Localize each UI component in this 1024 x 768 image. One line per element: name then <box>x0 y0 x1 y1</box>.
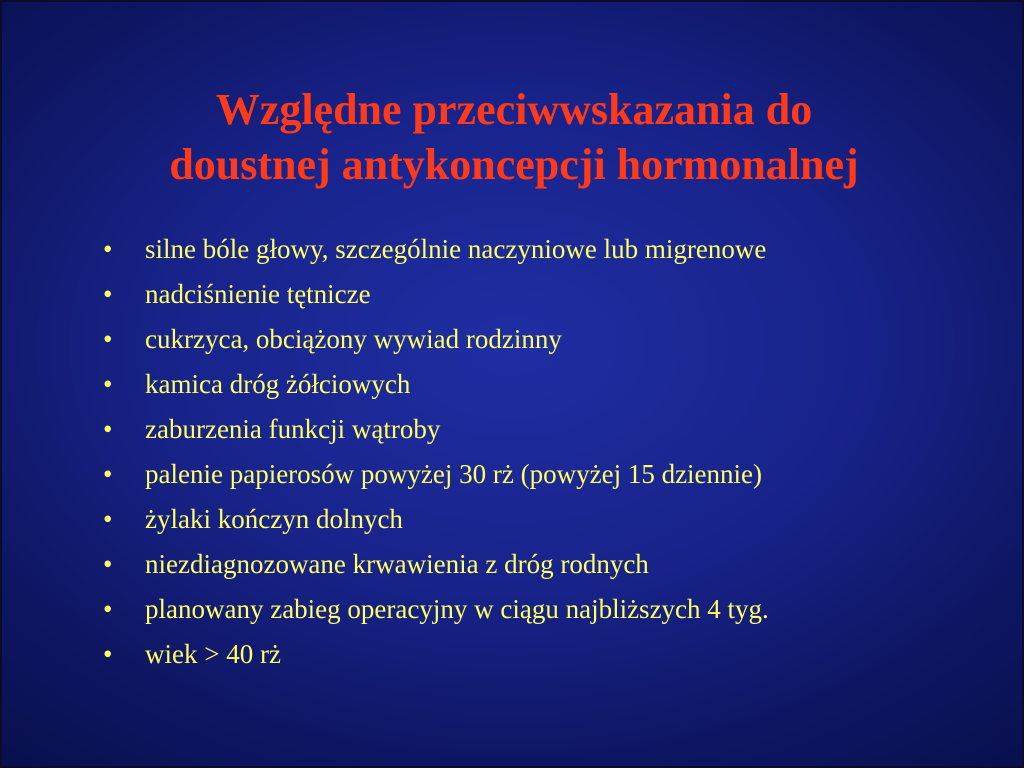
bullet-icon: • <box>103 324 113 354</box>
slide-title <box>2 82 1024 192</box>
list-item-text: wiek > 40 rż <box>145 639 281 669</box>
list-item <box>103 362 769 407</box>
list-item-text: cukrzyca, obciążony wywiad rodzinny <box>145 324 562 354</box>
list-item <box>103 317 769 362</box>
list-item-text: planowany zabieg operacyjny w ciągu najbliższych 4 tyg. <box>145 594 769 624</box>
list-item <box>103 587 769 632</box>
bullet-icon: • <box>103 414 113 444</box>
list-item <box>103 227 769 272</box>
bullet-icon: • <box>103 594 113 624</box>
bullet-list <box>103 227 769 677</box>
list-item-text: niezdiagnozowane krwawienia z dróg rodnych <box>145 549 649 579</box>
list-item-text: nadciśnienie tętnicze <box>145 279 371 309</box>
list-item <box>103 452 769 497</box>
list-item-text: silne bóle głowy, szczególnie naczyniowe lub migrenowe <box>145 234 767 264</box>
list-item-text: zaburzenia funkcji wątroby <box>145 414 441 444</box>
bullet-icon: • <box>103 459 113 489</box>
list-item-text: palenie papierosów powyżej 30 rż (powyżej 15 dziennie) <box>145 459 763 489</box>
bullet-icon: • <box>103 234 113 264</box>
title-line-2: doustnej antykoncepcji hormonalnej <box>169 140 859 189</box>
bullet-icon: • <box>103 369 113 399</box>
bullet-icon: • <box>103 504 113 534</box>
bullet-icon: • <box>103 639 113 669</box>
bullet-icon: • <box>103 549 113 579</box>
list-item <box>103 407 769 452</box>
title-line-1: Względne przeciwwskazania do <box>215 85 813 134</box>
list-item-text: kamica dróg żółciowych <box>145 369 411 399</box>
list-item <box>103 632 769 677</box>
bullet-icon: • <box>103 279 113 309</box>
list-item-text: żylaki kończyn dolnych <box>145 504 403 534</box>
list-item <box>103 272 769 317</box>
list-item <box>103 497 769 542</box>
list-item <box>103 542 769 587</box>
